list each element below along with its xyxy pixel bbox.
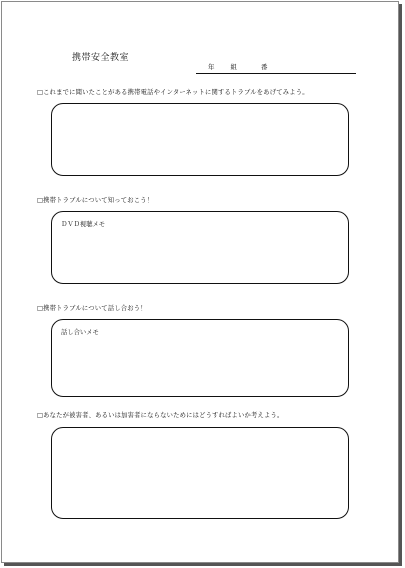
answer-box-3[interactable] <box>51 319 349 397</box>
answer-box-2[interactable] <box>51 211 349 284</box>
question-1: □これまでに聞いたことがある携帯電話やインターネットに関するトラブルをあげてみよう。 <box>37 89 309 96</box>
answer-box-4[interactable] <box>51 427 349 519</box>
grade-label: 年 <box>208 63 215 71</box>
page-shadow-bottom <box>4 563 402 566</box>
question-3: □携帯トラブルについて話し合おう！ <box>37 305 147 312</box>
question-4: □あなたが被害者、あるいは加害者にならないためにはどうすればよいか考えよう。 <box>37 412 284 419</box>
worksheet-title: 携帯安全教室 <box>72 53 130 63</box>
class-label: 組 <box>230 63 237 71</box>
question-2: □携帯トラブルについて知っておこう！ <box>37 197 154 204</box>
page-shadow-right <box>399 4 402 566</box>
answer-box-1[interactable] <box>51 103 349 176</box>
dvd-memo-label: ＤＶＤ視聴メモ <box>61 221 106 228</box>
name-field-labels <box>208 62 268 71</box>
discussion-memo-label: 話し合いメモ <box>61 329 99 336</box>
number-label: 番 <box>261 63 268 71</box>
